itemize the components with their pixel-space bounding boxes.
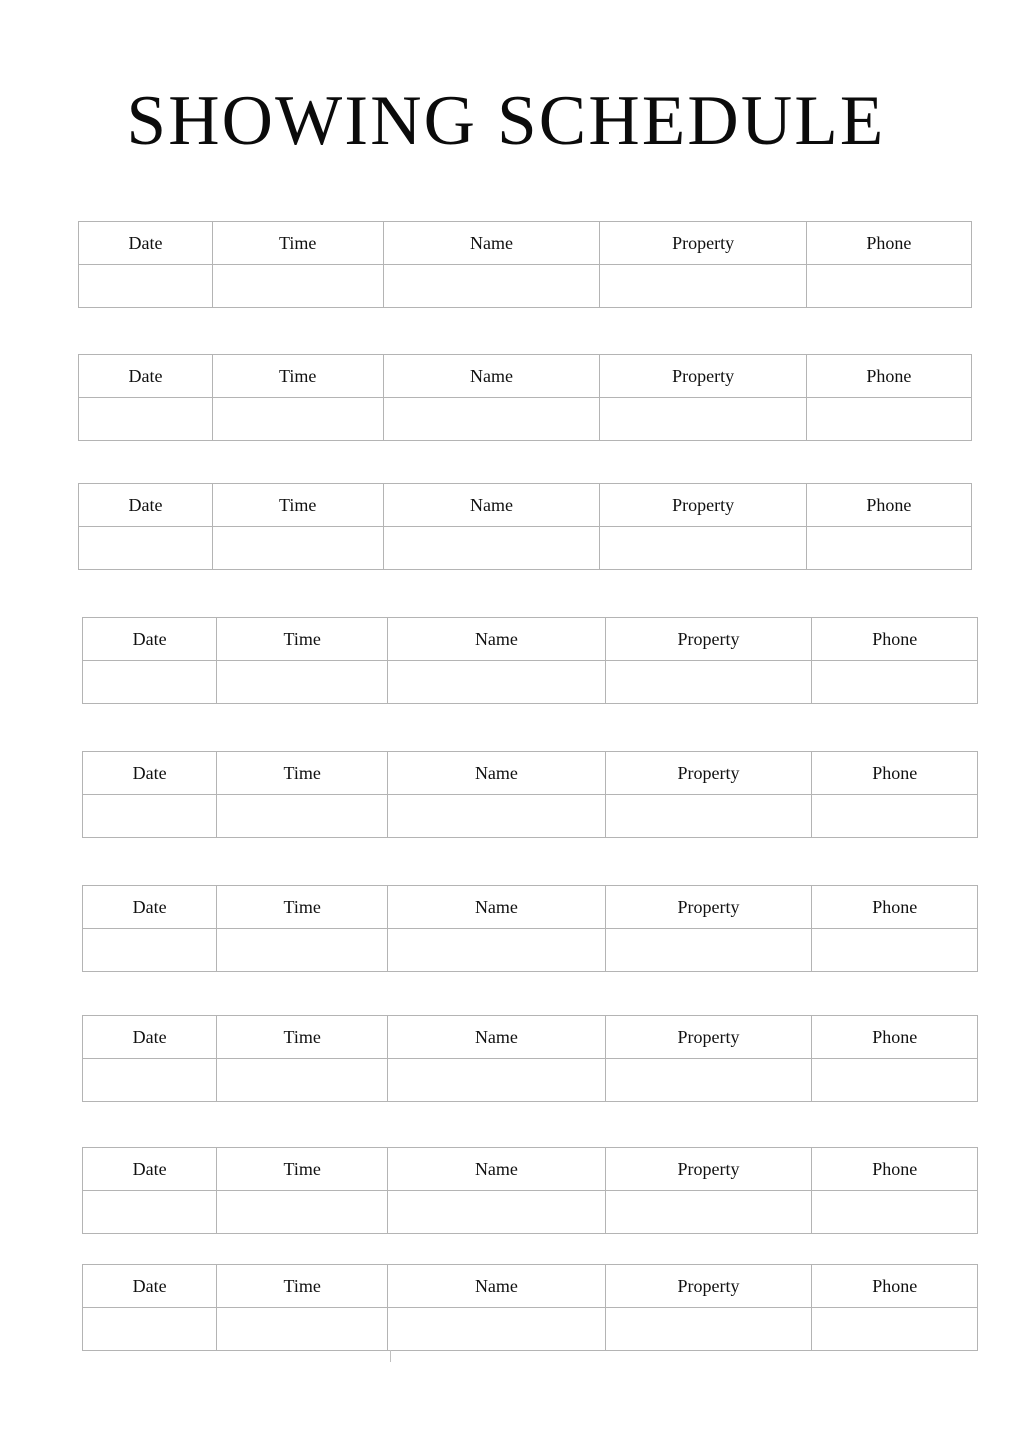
column-header-time: Time [217,752,388,795]
column-header-name: Name [383,355,600,398]
column-header-phone: Phone [812,618,978,661]
entry-cell-time[interactable] [217,1059,388,1102]
column-header-time: Time [217,618,388,661]
column-header-date: Date [83,1265,217,1308]
column-header-time: Time [217,1016,388,1059]
entry-cell-property[interactable] [605,795,812,838]
showing-schedule-table [78,221,972,308]
entry-cell-name[interactable] [388,929,605,972]
column-header-time: Time [212,484,383,527]
showing-schedule-table [82,617,978,704]
column-header-name: Name [388,886,605,929]
column-header-name: Name [388,618,605,661]
column-header-phone: Phone [812,1265,978,1308]
table-row [79,265,972,308]
showing-schedule-table [82,1147,978,1234]
entry-cell-name[interactable] [388,1191,605,1234]
column-header-property: Property [605,1148,812,1191]
column-header-property: Property [605,618,812,661]
entry-cell-property[interactable] [605,929,812,972]
entry-cell-property[interactable] [605,661,812,704]
column-header-phone: Phone [812,886,978,929]
entry-cell-date[interactable] [83,929,217,972]
page-title: SHOWING SCHEDULE [126,82,886,160]
entry-cell-time[interactable] [217,795,388,838]
entry-cell-time[interactable] [212,265,383,308]
column-header-property: Property [605,752,812,795]
entry-cell-time[interactable] [217,661,388,704]
table-row [83,661,978,704]
entry-cell-name[interactable] [388,1308,605,1351]
table-header-row [83,1016,978,1059]
column-header-name: Name [383,222,600,265]
column-header-date: Date [83,886,217,929]
table-header-row [83,752,978,795]
schedule-block [82,617,978,704]
entry-cell-property[interactable] [605,1191,812,1234]
column-header-phone: Phone [812,1148,978,1191]
table-row [79,527,972,570]
schedule-block [82,1264,978,1351]
entry-cell-phone[interactable] [806,265,971,308]
column-header-date: Date [83,1148,217,1191]
entry-cell-date[interactable] [83,661,217,704]
schedule-block [78,483,972,570]
entry-cell-phone[interactable] [806,398,971,441]
entry-cell-date[interactable] [83,1308,217,1351]
entry-cell-time[interactable] [212,398,383,441]
column-header-phone: Phone [812,1016,978,1059]
entry-cell-property[interactable] [600,527,806,570]
table-row [83,929,978,972]
entry-cell-date[interactable] [83,1191,217,1234]
column-header-time: Time [217,1148,388,1191]
entry-cell-phone[interactable] [806,527,971,570]
showing-schedule-table [78,483,972,570]
column-header-phone: Phone [806,222,971,265]
column-header-date: Date [79,484,213,527]
column-header-phone: Phone [812,752,978,795]
column-header-date: Date [83,1016,217,1059]
entry-cell-time[interactable] [212,527,383,570]
column-header-phone: Phone [806,355,971,398]
entry-cell-phone[interactable] [812,1059,978,1102]
showing-schedule-table [82,1264,978,1351]
table-row [83,1059,978,1102]
column-header-time: Time [212,355,383,398]
entry-cell-phone[interactable] [812,661,978,704]
entry-cell-date[interactable] [79,527,213,570]
schedule-block [78,354,972,441]
table-header-row [83,1265,978,1308]
showing-schedule-table [82,751,978,838]
table-header-row [83,1148,978,1191]
entry-cell-property[interactable] [605,1308,812,1351]
entry-cell-date[interactable] [79,265,213,308]
column-header-name: Name [388,1265,605,1308]
table-header-row [83,886,978,929]
schedule-block [82,1147,978,1234]
table-header-row [79,355,972,398]
entry-cell-time[interactable] [217,1308,388,1351]
table-header-row [79,484,972,527]
entry-cell-property[interactable] [600,265,806,308]
column-header-name: Name [388,1148,605,1191]
entry-cell-name[interactable] [383,398,600,441]
schedule-block [82,1015,978,1102]
column-header-property: Property [605,1265,812,1308]
column-header-date: Date [83,618,217,661]
entry-cell-name[interactable] [388,661,605,704]
table-row [83,795,978,838]
column-header-property: Property [605,886,812,929]
entry-cell-date[interactable] [83,795,217,838]
entry-cell-phone[interactable] [812,795,978,838]
entry-cell-phone[interactable] [812,1191,978,1234]
column-header-property: Property [600,355,806,398]
entry-cell-name[interactable] [383,265,600,308]
column-header-date: Date [83,752,217,795]
showing-schedule-table [82,1015,978,1102]
showing-schedule-table [78,354,972,441]
column-header-time: Time [217,1265,388,1308]
table-row [83,1191,978,1234]
table-header-row [79,222,972,265]
column-header-property: Property [605,1016,812,1059]
render-artifact-line [390,1350,391,1362]
column-header-name: Name [383,484,600,527]
entry-cell-property[interactable] [605,1059,812,1102]
schedule-block [78,221,972,308]
column-header-property: Property [600,484,806,527]
entry-cell-name[interactable] [388,1059,605,1102]
column-header-time: Time [212,222,383,265]
entry-cell-phone[interactable] [812,1308,978,1351]
schedule-block [82,885,978,972]
entry-cell-property[interactable] [600,398,806,441]
table-row [83,1308,978,1351]
entry-cell-date[interactable] [79,398,213,441]
table-row [79,398,972,441]
column-header-time: Time [217,886,388,929]
column-header-name: Name [388,1016,605,1059]
entry-cell-date[interactable] [83,1059,217,1102]
table-header-row [83,618,978,661]
column-header-date: Date [79,222,213,265]
column-header-name: Name [388,752,605,795]
column-header-property: Property [600,222,806,265]
entry-cell-time[interactable] [217,1191,388,1234]
entry-cell-time[interactable] [217,929,388,972]
entry-cell-name[interactable] [383,527,600,570]
entry-cell-name[interactable] [388,795,605,838]
column-header-date: Date [79,355,213,398]
entry-cell-phone[interactable] [812,929,978,972]
schedule-block [82,751,978,838]
column-header-phone: Phone [806,484,971,527]
showing-schedule-table [82,885,978,972]
